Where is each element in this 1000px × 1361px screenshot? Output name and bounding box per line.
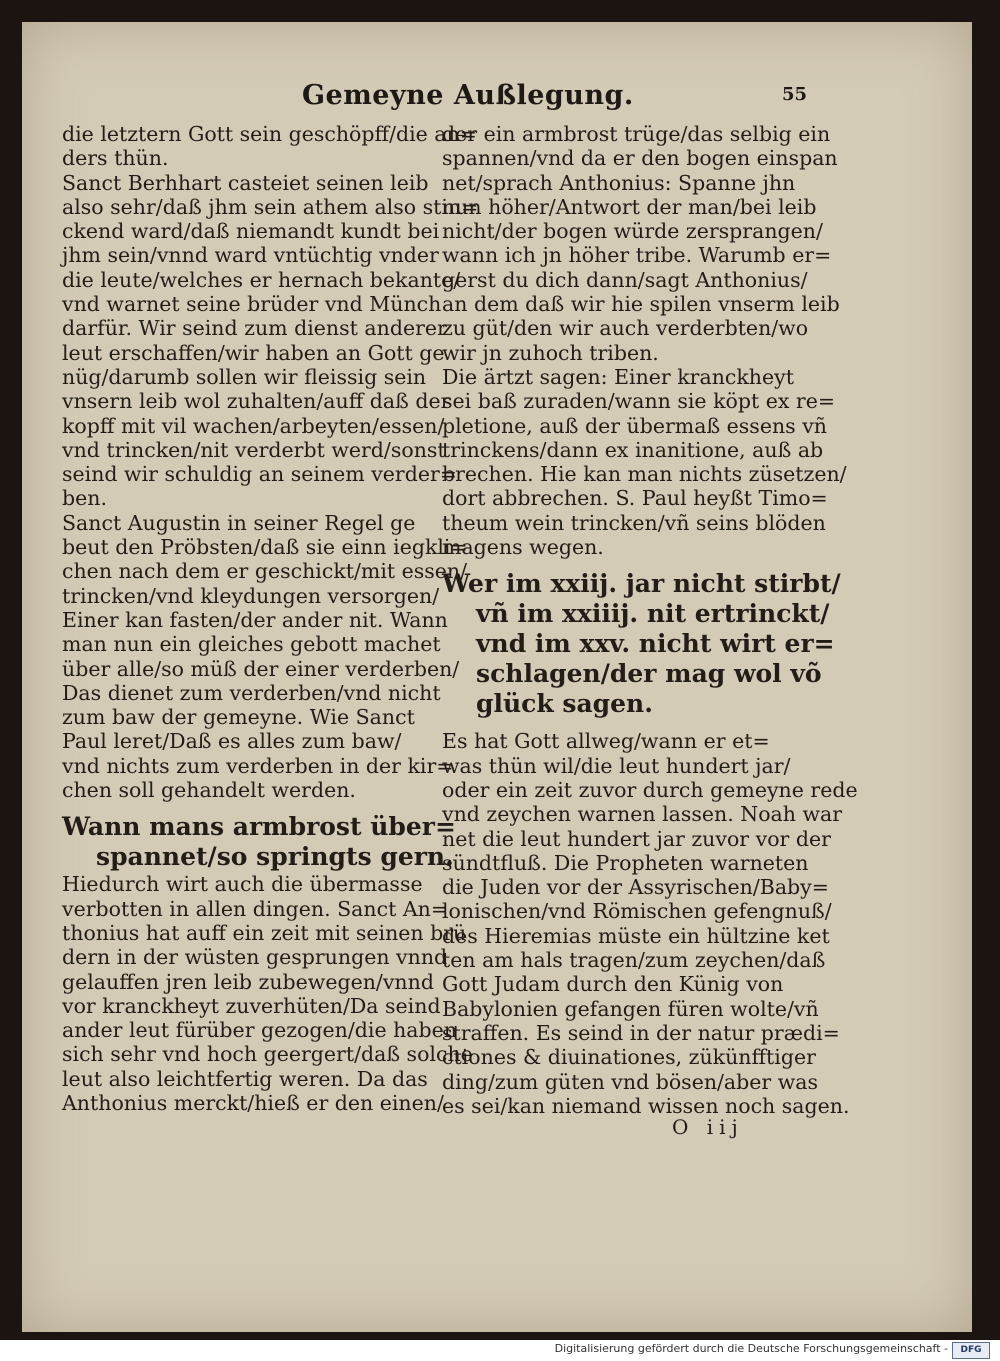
text-line: net die leut hundert jar zuvor vor der [442,826,831,851]
text-line: Anthonius merckt/hieß er den einen/ [62,1090,444,1115]
text-line: brechen. Hie kan man nichts züsetzen/ [442,462,847,487]
text-line: vor kranckheyt zuverhüten/Da seind [62,993,441,1018]
text-line: sei baß zuraden/wann sie köpt ex re= [442,389,836,414]
text-line: an dem daß wir hie spilen vnserm leib [442,292,840,317]
text-line: darfür. Wir seind zum dienst anderer [62,316,447,341]
text-line: Wann mans armbrost über= [62,812,456,842]
left-column [62,122,479,1115]
text-line: ander leut fürüber gezogen/die haben [62,1018,457,1043]
text-line: gelauffen jren leib zubewegen/vnnd [62,969,434,994]
text-line: ding/zum güten vnd bösen/aber was [442,1069,819,1094]
text-line: gerst du dich dann/sagt Anthonius/ [442,267,808,292]
text-line: spannet/so springts gern. [96,842,454,872]
text-line: ben. [62,486,107,511]
text-line: spannen/vnd da er den bogen einspan [442,146,838,171]
text-line: zu güt/den wir auch verderbten/wo [442,316,809,341]
text-line: vnd nichts zum verderben in der kir= [62,753,454,778]
text-line: chen nach dem er geschickt/mit essen/ [62,559,468,584]
text-line: was thün wil/die leut hundert jar/ [442,753,791,778]
right-column-text-2 [442,729,858,1118]
text-line: net/sprach Anthonius: Spanne jhn [442,170,796,195]
text-line: kopff mit vil wachen/arbeyten/essen/ [62,413,445,438]
text-line: die Juden vor der Assyrischen/Baby= [442,875,829,900]
text-line: vnd trincken/nit verderbt werd/sonst [62,437,446,462]
text-line: vnd im xxv. nicht wirt er= [476,629,835,659]
text-line: leut erschaffen/wir haben an Gott ge [62,340,445,365]
text-line: Paul leret/Daß es alles zum baw/ [62,729,402,754]
text-line: Sanct Augustin in seiner Regel ge [62,510,416,535]
text-line: vñ im xxiiij. nit ertrinckt/ [476,599,830,629]
text-line: pletione, auß der übermaß essens vñ [442,413,827,438]
text-line: leut also leichtfertig weren. Da das [62,1066,428,1091]
text-line: dern in der wüsten gesprungen vnnd [62,945,448,970]
left-proverb-heading [62,812,456,872]
text-line: vnsern leib wol zuhalten/auff daß der [62,389,451,414]
text-line: schlagen/der mag wol võ [476,659,822,689]
text-line: wir jn zuhoch triben. [442,340,659,365]
text-line: ctiones & diuinationes, zükünfftiger [442,1045,816,1070]
text-line: chen soll gehandelt werden. [62,778,356,803]
text-line: Einer kan fasten/der ander nit. Wann [62,607,448,632]
text-line: vnd warnet seine brüder vnd Münch [62,292,442,317]
text-line: beut den Pröbsten/daß sie einn iegkli= [62,535,468,560]
text-line: Das dienet zum verderben/vnd nicht [62,680,441,705]
text-line: glück sagen. [476,689,653,719]
text-line: jhm sein/vnnd ward vntüchtig vnder [62,243,439,268]
running-head: Gemeyne Außlegung. [302,80,634,111]
text-line: seind wir schuldig an seinem verder= [62,462,457,487]
dfg-logo: DFG [952,1342,990,1359]
text-line: man nun ein gleiches gebott machet [62,632,441,657]
text-line: verbotten in allen dingen. Sanct An= [62,896,449,921]
text-line: zum baw der gemeyne. Wie Sanct [62,705,415,730]
text-line: trinckens/dann ex inanitione, auß ab [442,437,824,462]
text-line: Es hat Gott allweg/wann er et= [442,729,770,754]
text-line: die letztern Gott sein geschöpff/die an= [62,122,477,146]
text-line: es sei/kan niemand wissen noch sagen. [442,1093,850,1118]
text-line: ten am hals tragen/zum zeychen/daß [442,948,826,973]
text-line: ders thün. [62,146,169,171]
text-line: theum wein trincken/vñ seins blöden [442,510,826,535]
text-line: lonischen/vnd Römischen gefengnuß/ [442,899,832,924]
text-line: nun höher/Antwort der man/bei leib [442,194,817,219]
text-line: dort abbrechen. S. Paul heyßt Timo= [442,486,828,511]
text-line: sich sehr vnd hoch geergert/daß solche [62,1042,473,1067]
text-line: magens wegen. [442,535,604,560]
text-line: oder ein zeit zuvor durch gemeyne rede [442,777,858,802]
text-line: Wer im xxiij. jar nicht stirbt/ [442,569,841,599]
text-line: der ein armbrost trüge/das selbig ein [442,122,831,146]
left-column-text [62,122,479,803]
text-line: Hiedurch wirt auch die übermasse [62,872,423,897]
text-line: des Hieremias müste ein hültzine ket [442,923,830,948]
text-line: vnd zeychen warnen lassen. Noah war [442,802,843,827]
text-line: wann ich jn höher tribe. Warumb er= [442,243,832,268]
text-line: nüg/darumb sollen wir fleissig sein [62,364,427,389]
text-line: ckend ward/daß niemandt kundt bei [62,219,440,244]
right-proverb-heading [442,569,841,719]
text-line: also sehr/daß jhm sein athem also stin= [62,194,479,219]
text-line: über alle/so müß der einer verderben/ [62,656,460,681]
text-line: straffen. Es seind in der natur prædi= [442,1020,840,1045]
signature-mark: O iij [672,1115,744,1139]
book-page [22,22,972,1332]
text-line: thonius hat auff ein zeit mit seinen brü [62,920,467,945]
left-column-text-2 [62,872,473,1115]
text-line: sündtfluß. Die Propheten warneten [442,850,809,875]
right-column [442,122,858,1118]
page-number: 55 [782,84,808,105]
funding-footer: Digitalisierung gefördert durch die Deutsche Forschungsgemeinschaft - [554,1342,948,1355]
right-column-text [442,122,847,560]
text-line: Sanct Berhhart casteiet seinen leib [62,170,429,195]
text-line: trincken/vnd kleydungen versorgen/ [62,583,440,608]
text-line: Die ärtzt sagen: Einer kranckheyt [442,364,794,389]
text-line: die leute/welches er hernach bekante/ [62,267,461,292]
text-line: nicht/der bogen würde zersprangen/ [442,219,823,244]
text-line: Gott Judam durch den Künig von [442,972,784,997]
text-line: Babylonien gefangen füren wolte/vñ [442,996,819,1021]
